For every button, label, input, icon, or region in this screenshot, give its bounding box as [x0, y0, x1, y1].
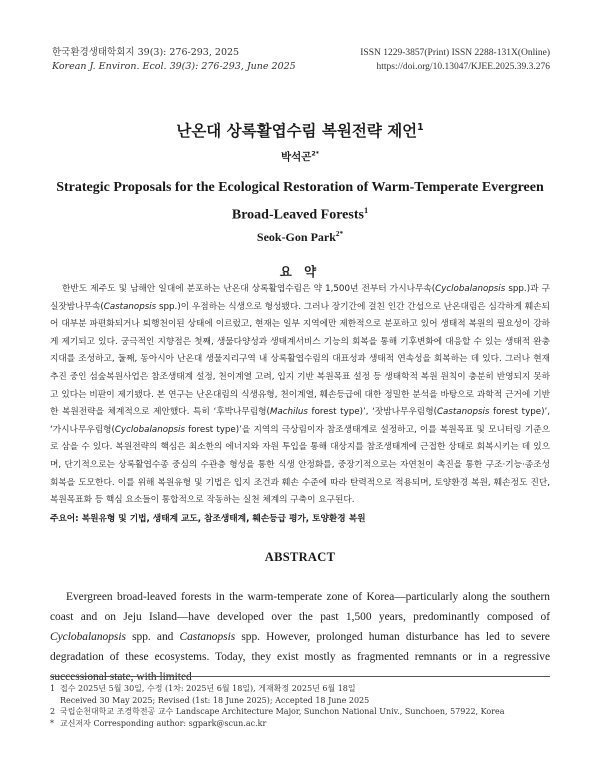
running-header — [52, 46, 550, 80]
author-ko — [0, 149, 600, 164]
abstract-ko-text: forest type)’, ‘잣밤나무우림형( — [307, 407, 437, 418]
genus-name: Machilus — [269, 407, 308, 418]
issn: ISSN 1229-3857(Print) ISSN 2288-131X(Online) — [360, 48, 550, 58]
footnote-1-en: Received 30 May 2025; Revised (1st: 18 June 2025); Accepted 18 June 2025 — [60, 695, 370, 705]
author-en — [0, 230, 600, 245]
footnote-mark: * — [50, 718, 54, 728]
abstract-en-text: spp. and — [125, 631, 180, 643]
footnote-corresponding — [50, 718, 560, 730]
footnote-text: 접수 2025년 5월 30일, 수정 (1차: 2025년 6월 18일), 게재확정 2025년 6월 18일 — [60, 684, 356, 693]
genus-name: Cyclobalanopsis — [50, 631, 126, 643]
abstract-ko-body — [50, 281, 550, 510]
author-en-name: Seok-Gon Park — [256, 230, 336, 244]
genus-name: Cyclobalanopsis — [435, 284, 506, 294]
footnote-1 — [50, 683, 560, 695]
title-en-footnote-mark: 1 — [363, 206, 369, 215]
footnote-2 — [50, 706, 560, 718]
doi-link[interactable]: https://doi.org/10.13047/KJEE.2025.39.3.276 — [376, 62, 550, 72]
genus-name: Castanopsis — [179, 631, 236, 643]
footnote-text: 국립순천대학교 조경학전공 교수 Landscape Architecture Major, Sunchon National Univ., Sunchoen, 57922, Korea — [60, 707, 505, 717]
keywords-label: 주요어: — [50, 514, 79, 524]
author-ko-name: 박석곤 — [280, 151, 312, 163]
keywords — [50, 512, 550, 524]
paper-title-en — [40, 176, 560, 227]
paper-title-ko — [0, 119, 600, 141]
abstract-ko-text: 한반도 제주도 및 남해안 일대에 분포하는 난온대 상록활엽수림은 약 1,500년 전부터 가시나무속( — [62, 284, 436, 294]
genus-name: Castanopsis — [436, 407, 490, 418]
abstract-ko-text: forest type)’, ‘가시나무우림형( — [50, 407, 550, 435]
genus-name: Cyclobalanopsis — [114, 424, 185, 435]
journal-citation — [52, 46, 296, 74]
footnote-mark: 1 — [50, 684, 56, 693]
abstract-ko-heading: 요 약 — [279, 264, 321, 279]
keywords-list: 복원유형 및 기법, 생태계 교도, 참조생태계, 훼손등급 평가, 토양환경 복원 — [81, 514, 366, 524]
abstract-en-body — [50, 587, 550, 687]
abstract-en-heading: ABSTRACT — [264, 550, 336, 564]
abstract-en-text: spp. However, prolonged human disturbance has led to severe degradation of these ecosystems. Today, they exist mostly as fragmented remnants or in a regressive successional state, with limited — [50, 631, 550, 683]
footnote-mark: 2 — [50, 707, 56, 717]
author-en-footnote-mark: 2* — [335, 230, 344, 238]
journal-identifiers — [360, 46, 550, 74]
journal-citation-ko: 한국환경생태학회지 39(3): 276-293, 2025 — [52, 47, 240, 58]
abstract-en-text: Evergreen broad-leaved forests in the warm-temperate zone of Korea—particularly along the southern coast and on Jeju Island—have developed over the past 1,500 years, predominantly composed of — [50, 591, 550, 623]
title-ko-footnote-mark: 1 — [417, 121, 424, 133]
paper-title-en-text: Strategic Proposals for the Ecological Restoration of Warm-Temperate Evergreen Broad-Leaved Forests — [56, 180, 544, 223]
footnote-text: 교신저자 Corresponding author: sgpark@scun.ac.kr — [60, 718, 267, 728]
footnotes — [50, 683, 560, 729]
abstract-ko-text: spp.)과 구실잣밤나무속( — [50, 284, 550, 312]
genus-name: Castanopsis — [103, 301, 157, 312]
footnote-rule — [50, 676, 550, 677]
abstract-ko-text: forest type)’을 지역의 극상림이자 참조생태계로 설정하고, 이를 복원목표 및 모니터링 기준으로 삼을 수 있다. 복원전략의 핵심은 최소한의 에너지와 자원 투입을 통해 대상지를 참조생태계에 근접한 상태로 회복시키는 데 있으며, 단기적으로는 상록활엽수종 중심의 수관층 형성을 통한 식생 안정화를, 중장기적으로는 자연천이 촉진을 통한 구조·기능·종조성 회복을 도모한다. 이를 위해 복원유형 및 기법은 입지 조건과 훼손 수준에 따라 탄력적으로 적용되며, 토양환경 복원, 훼손정도 진단, 복원목표화 등 핵심 요소들이 통합적으로 작동하는 실천 체계의 구축이 요구된다. — [50, 424, 550, 506]
journal-citation-en: Korean J. Environ. Ecol. 39(3): 276-293, June 2025 — [52, 61, 296, 72]
abstract-ko-text: spp.)이 우점하는 식생으로 형성됐다. 그러나 장기간에 걸친 인간 간섭으로 난온대림은 심각하게 훼손되어 대부분 파편화되거나 퇴행천이된 상태에 이르렀고, 현재는 일부 지역에만 제한적으로 분포하고 있어 생태적 복원의 필요성이 강하게 제기되고 있다. 궁극적인 지향점은 첫째, 생물다양성과 생태계서비스 기능의 회복을 통해 기후변화에 대응할 수 있는 생태적 완충지대를 조성하고, 둘째, 동아시아 난온대 생물지리구역 내 상록활엽수림의 대표성과 생태적 연속성을 회복하는 데 있다. 그러나 현재 추진 중인 섬숲복원사업은 참조생태계 설정, 천이계열 고려, 입지 기반 복원목표 설정 등 생태학적 복원 원칙이 충분히 반영되지 못하고 있다는 비판이 제기됐다. 본 연구는 난온대림의 식생유형, 천이계열, 훼손등급에 대한 정밀한 분석을 바탕으로 과학적 근거에 기반한 복원전략을 체계적으로 제안했다. 특히 ‘후박나무림형( — [50, 301, 550, 418]
author-ko-footnote-mark: 2* — [311, 150, 320, 158]
paper-title-ko-text: 난온대 상록활엽수림 복원전략 제언 — [176, 122, 418, 140]
